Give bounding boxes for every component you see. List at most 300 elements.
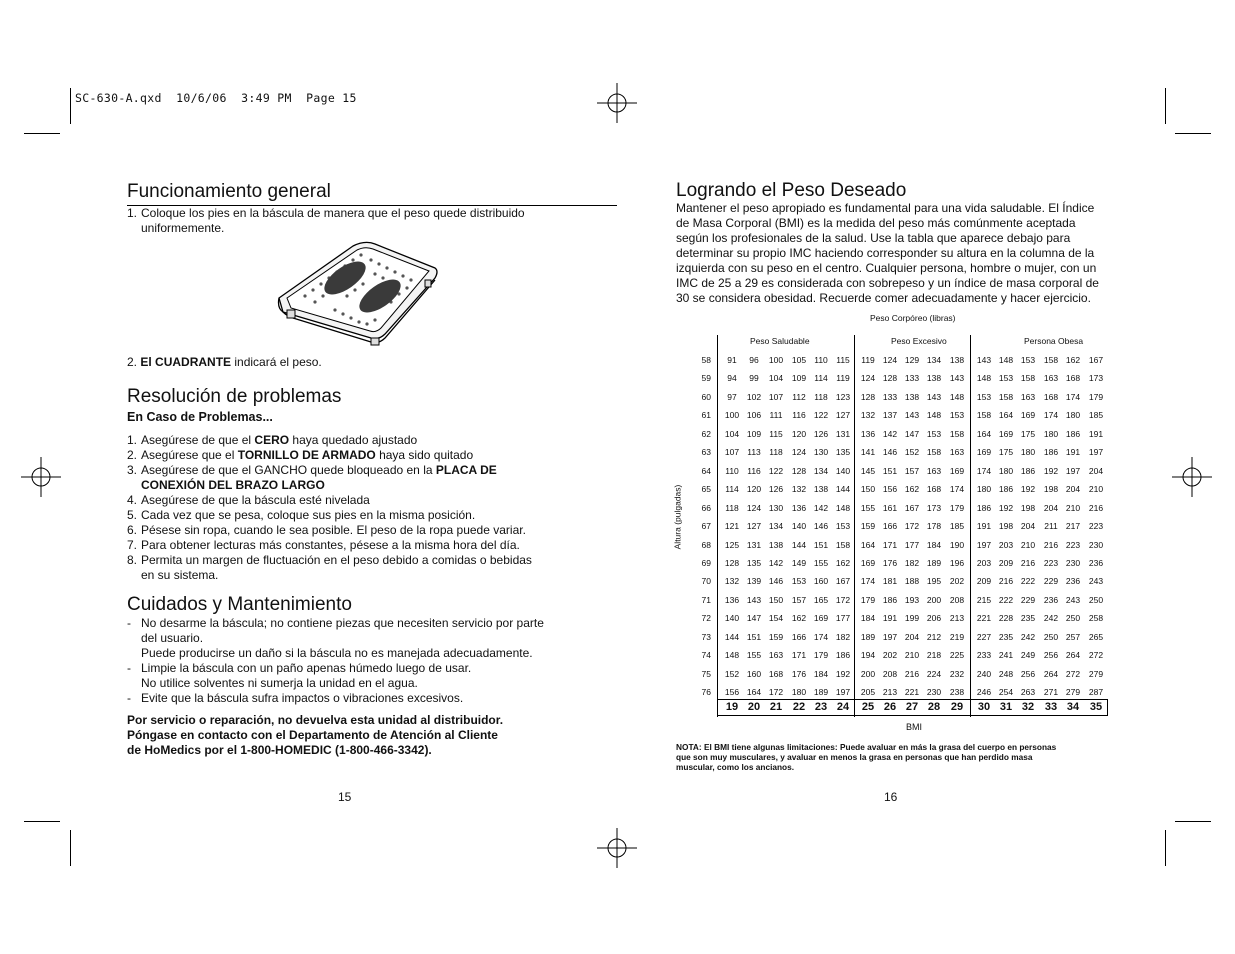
weight-value: 167 xyxy=(904,502,920,513)
weight-value: 236 xyxy=(1088,557,1104,568)
weight-value: 197 xyxy=(882,631,898,642)
bmi-footer-divider xyxy=(970,699,971,716)
weight-value: 155 xyxy=(860,502,876,513)
weight-value: 198 xyxy=(998,521,1014,532)
weight-value: 227 xyxy=(976,631,992,642)
weight-value: 130 xyxy=(813,447,829,458)
weight-value: 118 xyxy=(725,502,739,513)
group-label: Persona Obesa xyxy=(1024,336,1084,346)
weight-value: 203 xyxy=(976,557,992,568)
weight-value: 114 xyxy=(725,484,739,495)
weight-value: 153 xyxy=(976,391,992,402)
weight-value: 138 xyxy=(768,539,784,550)
weight-value: 218 xyxy=(926,650,942,661)
weight-value: 118 xyxy=(769,447,783,458)
weight-value: 250 xyxy=(1065,613,1081,624)
weight-value: 166 xyxy=(882,521,898,532)
list-number: 5. xyxy=(127,508,138,522)
weight-value: 169 xyxy=(976,447,992,458)
weight-value: 130 xyxy=(768,502,784,513)
weight-value: 153 xyxy=(1020,355,1036,365)
weight-value: 243 xyxy=(1065,594,1081,605)
weight-value: 176 xyxy=(791,668,807,679)
weight-value: 125 xyxy=(724,539,740,550)
weight-value: 176 xyxy=(882,557,898,568)
height-value: 75 xyxy=(701,668,711,679)
weight-value: 174 xyxy=(976,465,992,476)
weight-value: 164 xyxy=(746,687,762,698)
weight-value: 110 xyxy=(814,355,828,365)
paragraph-line: 30 se considera obesidad. Recuerde comer adecuadamente y hacer ejercicio. xyxy=(676,291,1091,305)
weight-value: 142 xyxy=(768,557,784,568)
weight-value: 109 xyxy=(746,428,762,439)
weight-value: 91 xyxy=(727,355,737,365)
weight-value: 128 xyxy=(860,391,876,402)
weight-value: 122 xyxy=(768,465,784,476)
weight-value: 190 xyxy=(949,539,965,550)
weight-value: 204 xyxy=(904,631,920,642)
list-number: 7. xyxy=(127,538,138,552)
weight-value: 235 xyxy=(998,631,1014,642)
weight-value: 150 xyxy=(768,594,784,605)
paragraph-line: determinar su propio IMC haciendo corresponder su altura en la columna de la xyxy=(676,246,1095,260)
weight-value: 210 xyxy=(1088,484,1104,495)
paragraph-line: de Masa Corporal (BMI) es la medida del peso más comúnmente aceptada xyxy=(676,216,1076,230)
weight-value: 158 xyxy=(835,539,851,550)
height-value: 62 xyxy=(701,428,711,439)
weight-value: 205 xyxy=(860,687,876,698)
weight-value: 119 xyxy=(836,373,850,384)
weight-value: 192 xyxy=(1043,465,1059,476)
weight-value: 146 xyxy=(813,521,829,532)
weight-value: 179 xyxy=(860,594,876,605)
weight-value: 165 xyxy=(813,594,829,605)
weight-value: 153 xyxy=(998,373,1014,384)
list-text: Asegúrese de que el GANCHO quede bloqueado en la PLACA DE xyxy=(141,463,497,477)
height-value: 74 xyxy=(701,650,711,661)
weight-value: 102 xyxy=(746,391,762,402)
weight-value: 124 xyxy=(791,447,807,458)
weight-value: 272 xyxy=(1088,650,1104,661)
weight-value: 219 xyxy=(949,631,965,642)
weight-value: 172 xyxy=(904,521,920,532)
bmi-value: 20 xyxy=(747,701,761,713)
section-title-funcionamiento: Funcionamiento general xyxy=(127,181,331,202)
bathroom-scale-illustration xyxy=(275,238,440,348)
weight-value: 143 xyxy=(904,410,920,421)
weight-value: 169 xyxy=(1020,410,1036,421)
weight-value: 185 xyxy=(1088,410,1104,421)
weight-value: 204 xyxy=(1088,465,1104,476)
page-number-right: 16 xyxy=(884,790,898,804)
weight-value: 175 xyxy=(998,447,1014,458)
weight-value: 131 xyxy=(746,539,762,550)
list-text: No utilice solventes ni sumerja la unidad en el agua. xyxy=(141,676,418,690)
weight-value: 109 xyxy=(791,373,807,384)
weight-value: 120 xyxy=(791,428,807,439)
weight-value: 192 xyxy=(998,502,1014,513)
weight-value: 155 xyxy=(813,557,829,568)
weight-value: 186 xyxy=(1043,447,1059,458)
weight-value: 210 xyxy=(904,650,920,661)
weight-value: 168 xyxy=(1065,373,1081,384)
weight-value: 143 xyxy=(949,373,965,384)
weight-value: 172 xyxy=(768,687,784,698)
registration-mark-top xyxy=(597,83,637,123)
weight-value: 171 xyxy=(791,650,807,661)
weight-value: 256 xyxy=(1043,650,1059,661)
weight-value: 140 xyxy=(724,613,740,624)
weight-value: 106 xyxy=(746,410,762,421)
bmi-value: 24 xyxy=(836,701,850,713)
weight-value: 100 xyxy=(768,355,784,365)
weight-value: 194 xyxy=(860,650,876,661)
weight-value: 225 xyxy=(949,650,965,661)
list-item: 1. Coloque los pies en la báscula de manera que el peso quede distribuido uniformemente. xyxy=(127,206,525,235)
weight-value: 115 xyxy=(836,355,850,365)
weight-value: 153 xyxy=(926,428,942,439)
weight-value: 150 xyxy=(860,484,876,495)
weight-value: 186 xyxy=(882,594,898,605)
weight-value: 217 xyxy=(1065,521,1081,532)
weight-value: 143 xyxy=(926,391,942,402)
weight-value: 210 xyxy=(1020,539,1036,550)
section-title-resolucion: Resolución de problemas xyxy=(127,386,342,407)
weight-value: 163 xyxy=(768,650,784,661)
weight-value: 128 xyxy=(791,465,807,476)
weight-value: 158 xyxy=(926,447,942,458)
weight-value: 191 xyxy=(1065,447,1081,458)
weight-value: 167 xyxy=(835,576,851,587)
bmi-value: 31 xyxy=(999,701,1013,713)
paragraph-line: IMC de 25 a 29 es considerada con sobrepeso y un índice de masa corporal de xyxy=(676,276,1099,290)
weight-value: 224 xyxy=(926,668,942,679)
weight-value: 158 xyxy=(976,410,992,421)
weight-value: 264 xyxy=(1043,668,1059,679)
dash: - xyxy=(127,661,131,675)
weight-value: 166 xyxy=(791,631,807,642)
height-value: 67 xyxy=(701,521,711,532)
weight-value: 197 xyxy=(835,687,851,698)
weight-value: 179 xyxy=(1088,391,1104,402)
weight-value: 172 xyxy=(835,594,851,605)
weight-value: 197 xyxy=(1065,465,1081,476)
weight-value: 186 xyxy=(976,502,992,513)
weight-value: 123 xyxy=(835,391,851,402)
weight-value: 168 xyxy=(768,668,784,679)
registration-mark-left xyxy=(21,457,61,497)
weight-value: 124 xyxy=(746,502,762,513)
weight-value: 213 xyxy=(949,613,965,624)
weight-value: 121 xyxy=(724,521,740,532)
weight-value: 185 xyxy=(949,521,965,532)
weight-value: 171 xyxy=(882,539,898,550)
list-text: Evite que la báscula sufra impactos o vibraciones excesivos. xyxy=(141,691,464,705)
weight-value: 169 xyxy=(949,465,965,476)
height-value: 69 xyxy=(701,557,711,568)
list-text: Permita un margen de fluctuación en el peso debido a comidas o bebidas xyxy=(141,553,532,567)
weight-value: 188 xyxy=(904,576,920,587)
weight-value: 182 xyxy=(835,631,851,642)
weight-value: 151 xyxy=(813,539,829,550)
weight-value: 242 xyxy=(1020,631,1036,642)
weight-value: 168 xyxy=(1043,391,1059,402)
weight-value: 115 xyxy=(769,428,783,439)
weight-value: 134 xyxy=(813,465,829,476)
bmi-value: 23 xyxy=(814,701,828,713)
weight-value: 133 xyxy=(904,373,920,384)
weight-value: 223 xyxy=(1065,539,1081,550)
weight-value: 202 xyxy=(882,650,898,661)
bmi-value: 32 xyxy=(1021,701,1035,713)
weight-value: 241 xyxy=(998,650,1014,661)
weight-value: 148 xyxy=(926,410,942,421)
list-text: Pésese sin ropa, cuando le sea posible. El peso de la ropa puede variar. xyxy=(141,523,526,537)
weight-value: 254 xyxy=(998,687,1014,698)
weight-value: 160 xyxy=(746,668,762,679)
weight-value: 159 xyxy=(860,521,876,532)
bmi-value: 28 xyxy=(927,701,941,713)
weight-value: 180 xyxy=(1043,428,1059,439)
weight-value: 179 xyxy=(813,650,829,661)
weight-value: 148 xyxy=(724,650,740,661)
weight-value: 169 xyxy=(998,428,1014,439)
list-text: Limpie la báscula con un paño apenas húmedo luego de usar. xyxy=(141,661,472,675)
weight-value: 174 xyxy=(813,631,829,642)
weight-value: 168 xyxy=(926,484,942,495)
list-number: 8. xyxy=(127,553,138,567)
weight-value: 186 xyxy=(1020,465,1036,476)
weight-value: 257 xyxy=(1065,631,1081,642)
weight-value: 162 xyxy=(904,484,920,495)
weight-value: 157 xyxy=(791,594,807,605)
weight-value: 216 xyxy=(1088,502,1104,513)
weight-value: 127 xyxy=(746,521,762,532)
weight-value: 128 xyxy=(882,373,898,384)
bmi-value: 25 xyxy=(861,701,875,713)
weight-value: 158 xyxy=(1020,373,1036,384)
weight-value: 107 xyxy=(724,447,740,458)
weight-value: 189 xyxy=(926,557,942,568)
section-title-logrando: Logrando el Peso Deseado xyxy=(676,180,907,201)
weight-value: 229 xyxy=(1043,576,1059,587)
height-value: 63 xyxy=(701,447,711,458)
page-number-left: 15 xyxy=(338,790,352,804)
paragraph-line: izquierda con su peso en el centro. Cualquier persona, hombre o mujer, con un xyxy=(676,261,1097,275)
height-value: 58 xyxy=(701,355,711,365)
weight-value: 222 xyxy=(998,594,1014,605)
weight-value: 232 xyxy=(949,668,965,679)
weight-value: 221 xyxy=(904,687,920,698)
weight-value: 242 xyxy=(1043,613,1059,624)
weight-value: 215 xyxy=(976,594,992,605)
weight-value: 198 xyxy=(1043,484,1059,495)
weight-value: 222 xyxy=(1020,576,1036,587)
weight-value: 112 xyxy=(792,391,806,402)
height-value: 70 xyxy=(701,576,711,587)
weight-value: 144 xyxy=(835,484,851,495)
weight-value: 122 xyxy=(813,410,829,421)
weight-value: 164 xyxy=(998,410,1014,421)
weight-value: 208 xyxy=(949,594,965,605)
weight-value: 132 xyxy=(724,576,740,587)
weight-value: 230 xyxy=(1065,557,1081,568)
weight-value: 216 xyxy=(1020,557,1036,568)
weight-value: 153 xyxy=(835,521,851,532)
height-axis-label: Altura (pulgadas) xyxy=(672,484,683,550)
weight-value: 191 xyxy=(1088,428,1104,439)
weight-value: 184 xyxy=(813,668,829,679)
dash: - xyxy=(127,691,131,705)
weight-value: 200 xyxy=(860,668,876,679)
weight-value: 143 xyxy=(746,594,762,605)
weight-value: 147 xyxy=(746,613,762,624)
weight-value: 152 xyxy=(724,668,740,679)
weight-value: 127 xyxy=(835,410,851,421)
weight-value: 118 xyxy=(814,391,828,402)
bmi-value: 29 xyxy=(950,701,964,713)
weight-value: 167 xyxy=(1088,355,1104,365)
weight-value: 235 xyxy=(1020,613,1036,624)
weight-value: 97 xyxy=(727,391,737,402)
weight-value: 119 xyxy=(861,355,875,365)
weight-value: 126 xyxy=(768,484,784,495)
list-text: CONEXIÓN DEL BRAZO LARGO xyxy=(141,478,325,492)
weight-value: 114 xyxy=(814,373,828,384)
service-notice: Por servicio o reparación, no devuelva esta unidad al distribuidor. Póngase en contacto con el Departamento de Atención al Cliente de HoMedics por el 1-800-HOMEDIC (1-800-466-3342). xyxy=(127,713,504,757)
weight-value: 131 xyxy=(835,428,851,439)
list-text: Asegúrese que el TORNILLO DE ARMADO haya sido quitado xyxy=(141,448,474,462)
weight-value: 132 xyxy=(860,410,876,421)
bmi-value: 30 xyxy=(977,701,991,713)
weight-value: 107 xyxy=(768,391,784,402)
weight-value: 189 xyxy=(813,687,829,698)
weight-value: 229 xyxy=(1020,594,1036,605)
weight-value: 136 xyxy=(860,428,876,439)
weight-value: 221 xyxy=(976,613,992,624)
weight-value: 161 xyxy=(882,502,898,513)
weight-value: 132 xyxy=(791,484,807,495)
weight-value: 113 xyxy=(747,447,761,458)
bmi-value: 21 xyxy=(769,701,783,713)
weight-value: 116 xyxy=(747,465,761,476)
weight-value: 105 xyxy=(791,355,807,365)
weight-value: 192 xyxy=(1020,484,1036,495)
weight-value: 223 xyxy=(1043,557,1059,568)
weight-value: 160 xyxy=(813,576,829,587)
weight-value: 138 xyxy=(904,391,920,402)
weight-value: 250 xyxy=(1043,631,1059,642)
weight-value: 173 xyxy=(1088,373,1104,384)
weight-value: 211 xyxy=(1044,521,1058,532)
weight-value: 152 xyxy=(904,447,920,458)
table-top-label: Peso Corpóreo (libras) xyxy=(870,313,956,323)
weight-value: 174 xyxy=(1065,391,1081,402)
weight-value: 264 xyxy=(1065,650,1081,661)
list-number: 4. xyxy=(127,493,138,507)
weight-value: 174 xyxy=(949,484,965,495)
weight-value: 149 xyxy=(791,557,807,568)
weight-value: 136 xyxy=(724,594,740,605)
bmi-note: NOTA: El BMI tiene algunas limitaciones: Puede avaluar en más la grasa del cuerpo en personas que son muy musculares, y avaluar en menos la grasa en personas que han perdido masa muscular, como los ancianos. xyxy=(676,742,1057,772)
weight-value: 153 xyxy=(949,410,965,421)
weight-value: 155 xyxy=(746,650,762,661)
weight-value: 163 xyxy=(926,465,942,476)
bmi-footer-divider xyxy=(854,699,855,716)
height-value: 64 xyxy=(701,465,711,476)
weight-value: 192 xyxy=(835,668,851,679)
list-number: 6. xyxy=(127,523,138,537)
bmi-value: 35 xyxy=(1089,701,1103,713)
weight-value: 163 xyxy=(949,447,965,458)
weight-value: 173 xyxy=(926,502,942,513)
weight-value: 272 xyxy=(1065,668,1081,679)
list-text: Para obtener lecturas más constantes, pésese a la misma hora del día. xyxy=(141,538,520,552)
weight-value: 178 xyxy=(926,521,942,532)
weight-value: 175 xyxy=(1020,428,1036,439)
group-label: Peso Saludable xyxy=(750,336,810,346)
bmi-axis-label: BMI xyxy=(906,722,923,732)
height-value: 61 xyxy=(701,410,711,421)
list-text: Puede producirse un daño si la báscula no es manejada adecuadamente. xyxy=(141,646,533,660)
bmi-value: 27 xyxy=(905,701,919,713)
weight-value: 154 xyxy=(768,613,784,624)
weight-value: 179 xyxy=(949,502,965,513)
weight-value: 203 xyxy=(998,539,1014,550)
weight-value: 230 xyxy=(1088,539,1104,550)
weight-value: 153 xyxy=(791,576,807,587)
weight-value: 279 xyxy=(1065,687,1081,698)
weight-value: 181 xyxy=(882,576,898,587)
list-number: 2. xyxy=(127,448,138,462)
weight-value: 287 xyxy=(1088,687,1104,698)
weight-value: 146 xyxy=(768,576,784,587)
weight-value: 164 xyxy=(860,539,876,550)
weight-value: 162 xyxy=(1065,355,1081,365)
weight-value: 126 xyxy=(813,428,829,439)
weight-value: 182 xyxy=(904,557,920,568)
weight-value: 158 xyxy=(949,428,965,439)
weight-value: 110 xyxy=(725,465,739,476)
weight-value: 263 xyxy=(1020,687,1036,698)
weight-value: 124 xyxy=(860,373,876,384)
registration-mark-bottom xyxy=(597,828,637,868)
weight-value: 198 xyxy=(1020,502,1036,513)
weight-value: 151 xyxy=(746,631,762,642)
table-divider xyxy=(854,335,855,717)
weight-value: 265 xyxy=(1088,631,1104,642)
weight-value: 159 xyxy=(768,631,784,642)
weight-value: 204 xyxy=(1065,484,1081,495)
dash: - xyxy=(127,616,131,630)
weight-value: 184 xyxy=(860,613,876,624)
paragraph-line: Mantener el peso apropiado es fundamental para una vida saludable. El Índice xyxy=(676,201,1095,215)
weight-value: 104 xyxy=(768,373,784,384)
weight-value: 128 xyxy=(724,557,740,568)
weight-value: 230 xyxy=(926,687,942,698)
bmi-value: 19 xyxy=(725,701,739,713)
weight-value: 156 xyxy=(882,484,898,495)
section-subtitle: En Caso de Problemas... xyxy=(127,410,273,424)
group-label: Peso Excesivo xyxy=(891,336,947,346)
weight-value: 135 xyxy=(835,447,851,458)
weight-value: 136 xyxy=(791,502,807,513)
weight-value: 180 xyxy=(791,687,807,698)
weight-value: 197 xyxy=(976,539,992,550)
weight-value: 233 xyxy=(976,650,992,661)
weight-value: 142 xyxy=(882,428,898,439)
weight-value: 186 xyxy=(835,650,851,661)
